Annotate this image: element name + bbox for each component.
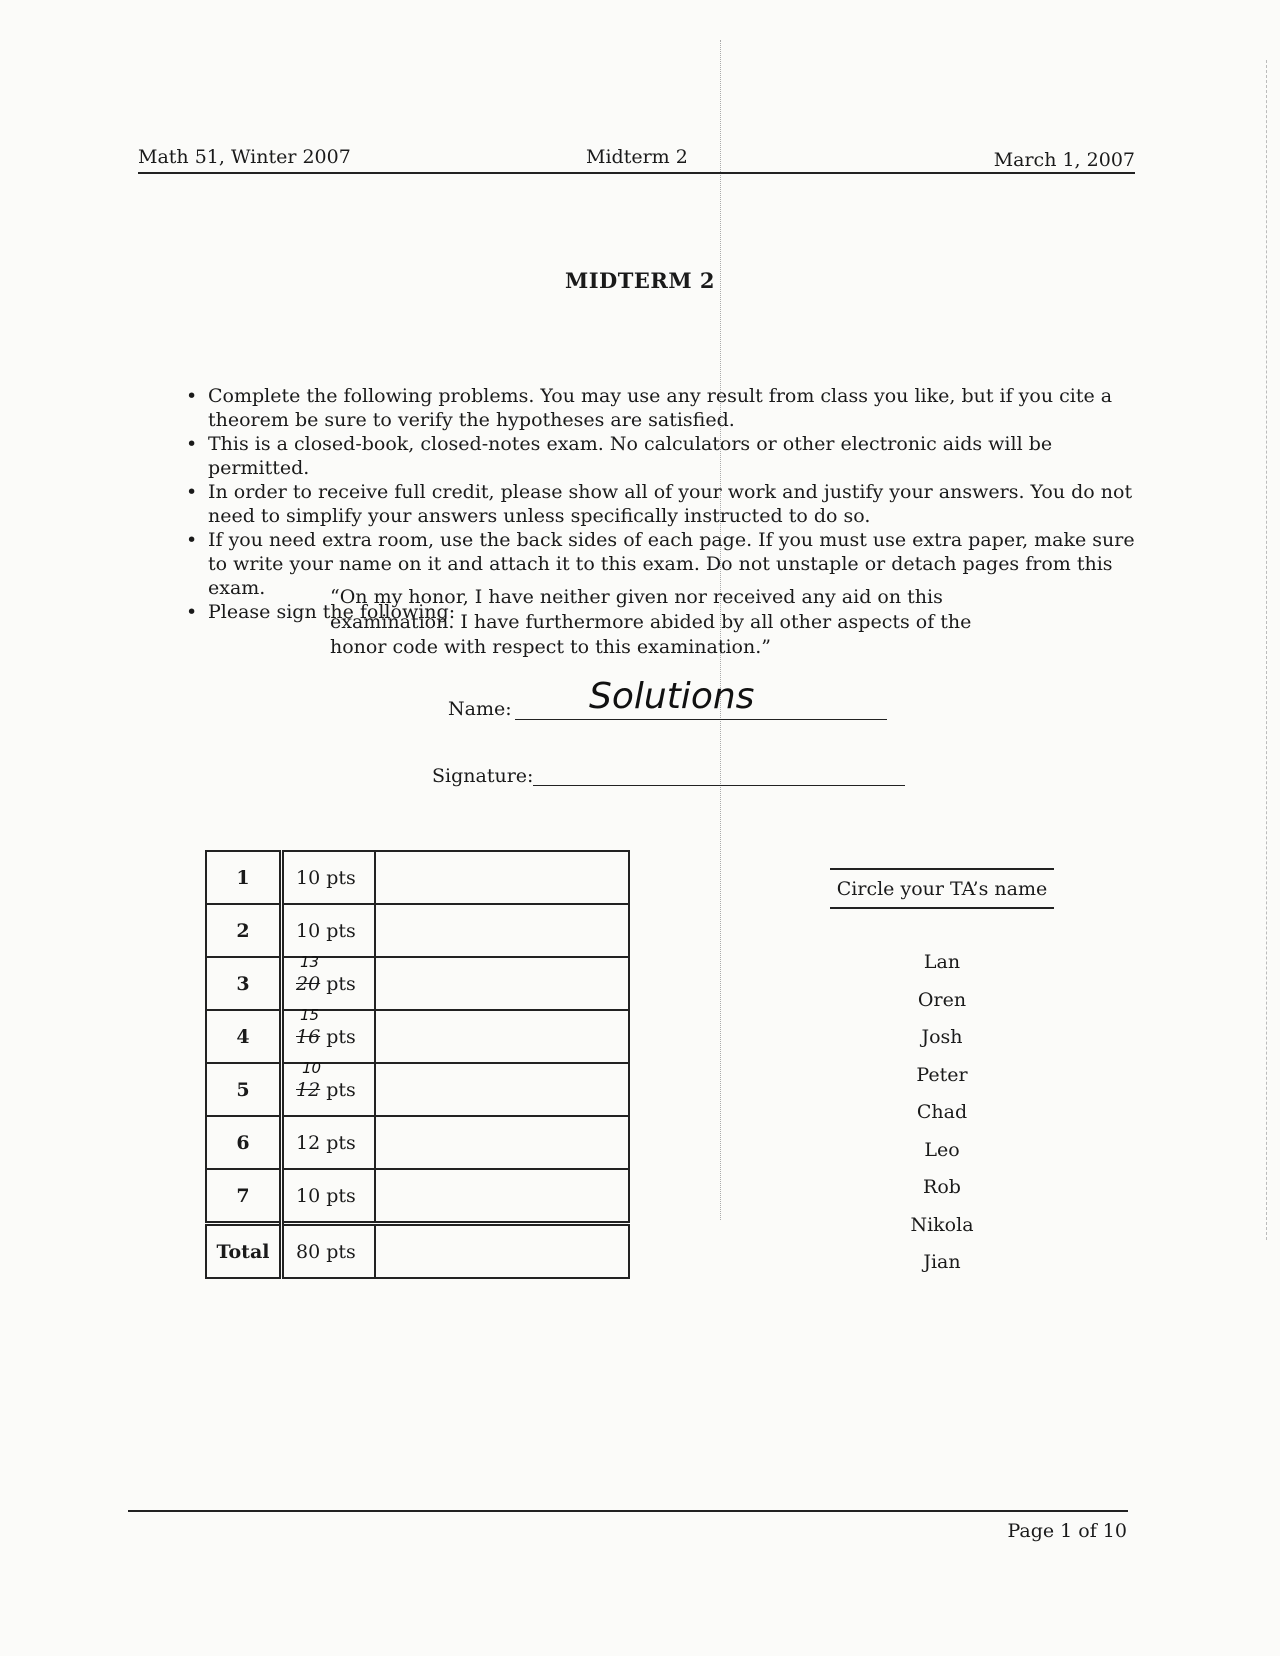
handwritten-name [585,670,755,718]
signature-line[interactable] [533,785,905,786]
score-cell[interactable] [375,957,629,1010]
problem-points-edited [282,952,376,1010]
handwritten-points: 10 [302,1058,322,1077]
handwritten-points: 15 [300,1005,320,1024]
ta-name-list [830,948,1054,1286]
problem-number: 6 [206,1116,282,1169]
header-rule [138,172,1135,174]
ta-rule-bottom [830,907,1054,909]
ta-name[interactable]: Rob [923,1176,961,1198]
instruction-item: • In order to receive full credit, please show all of your work and justify your answers. You do not need to simplify your answers unless specifically instructed to do so. [180,480,1140,528]
struck-points: 16 [296,1025,321,1048]
name-line[interactable] [515,719,887,720]
problem-points-edited [282,1058,376,1116]
total-points: 80 pts [282,1224,376,1279]
instruction-item: • This is a closed-book, closed-notes exam. No calculators or other electronic aids will be permitted. [180,432,1140,480]
problem-points: 10 pts [282,1169,376,1224]
page-title: MIDTERM 2 [564,268,716,293]
ta-heading: Circle your TA’s name [836,878,1048,900]
table-row [206,1169,629,1224]
table-row [206,1116,629,1169]
ta-name[interactable]: Jian [923,1251,961,1273]
honor-code-text: “On my honor, I have neither given nor received any aid on this examination. I have furthermore abided by all other aspects of the honor code with respect to this examination.” [330,586,972,658]
handwritten-name-text: Solutions [589,676,755,717]
table-row [206,1010,629,1063]
problem-points-edited [282,1005,376,1063]
problem-number: 5 [206,1063,282,1116]
points-unit: pts [326,1078,356,1101]
table-row [206,904,629,957]
score-cell[interactable] [375,1063,629,1116]
problem-points: 10 pts [282,904,376,957]
problem-number: 3 [206,957,282,1010]
name-label: Name: [448,698,512,720]
struck-points: 20 [296,972,321,995]
ta-name[interactable]: Oren [917,988,967,1011]
score-cell[interactable] [375,1116,629,1169]
ta-name[interactable]: Lan [923,951,961,973]
page-number: Page 1 of 10 [1007,1520,1127,1542]
footer-rule [128,1510,1128,1512]
total-score-cell[interactable] [375,1224,629,1279]
instruction-item: • Complete the following problems. You may use any result from class you like, but if you cite a theorem be sure to verify the hypotheses are satisfied. [180,384,1140,432]
problem-number: 4 [206,1010,282,1063]
table-row [206,1063,629,1116]
score-cell[interactable] [375,1010,629,1063]
score-cell[interactable] [375,1169,629,1224]
table-row [206,851,629,904]
total-row [206,1224,629,1279]
problem-number: 2 [206,904,282,957]
signature-label: Signature: [432,765,534,787]
table-row [206,957,629,1010]
header-date: March 1, 2007 [993,149,1135,171]
score-cell[interactable] [375,851,629,904]
header-course: Math 51, Winter 2007 [138,146,351,168]
problem-number: 1 [206,851,282,904]
struck-points: 12 [296,1078,321,1101]
instruction-item: • Please sign the following: [180,600,1140,624]
score-cell[interactable] [375,904,629,957]
ta-name[interactable]: Peter [916,1063,968,1086]
handwritten-points: 13 [300,952,320,971]
problem-number: 7 [206,1169,282,1224]
header-exam: Midterm 2 [586,146,688,168]
problem-points: 10 pts [282,851,376,904]
ta-name[interactable]: Nikola [910,1213,974,1236]
ta-name[interactable]: Josh [921,1026,963,1048]
ta-rule-top [830,868,1054,870]
problem-points: 12 pts [282,1116,376,1169]
score-table [205,850,630,1279]
total-label: Total [206,1224,282,1279]
ta-name[interactable]: Chad [916,1101,968,1123]
points-unit: pts [326,1025,356,1048]
scan-edge-line [1266,60,1267,1240]
instruction-item: • If you need extra room, use the back sides of each page. If you must use extra paper, make sure to write your name on it and attach it to this exam. Do not unstaple or detach pages from this exam. [180,528,1140,600]
ta-name[interactable]: Leo [924,1138,960,1161]
points-unit: pts [326,972,356,995]
